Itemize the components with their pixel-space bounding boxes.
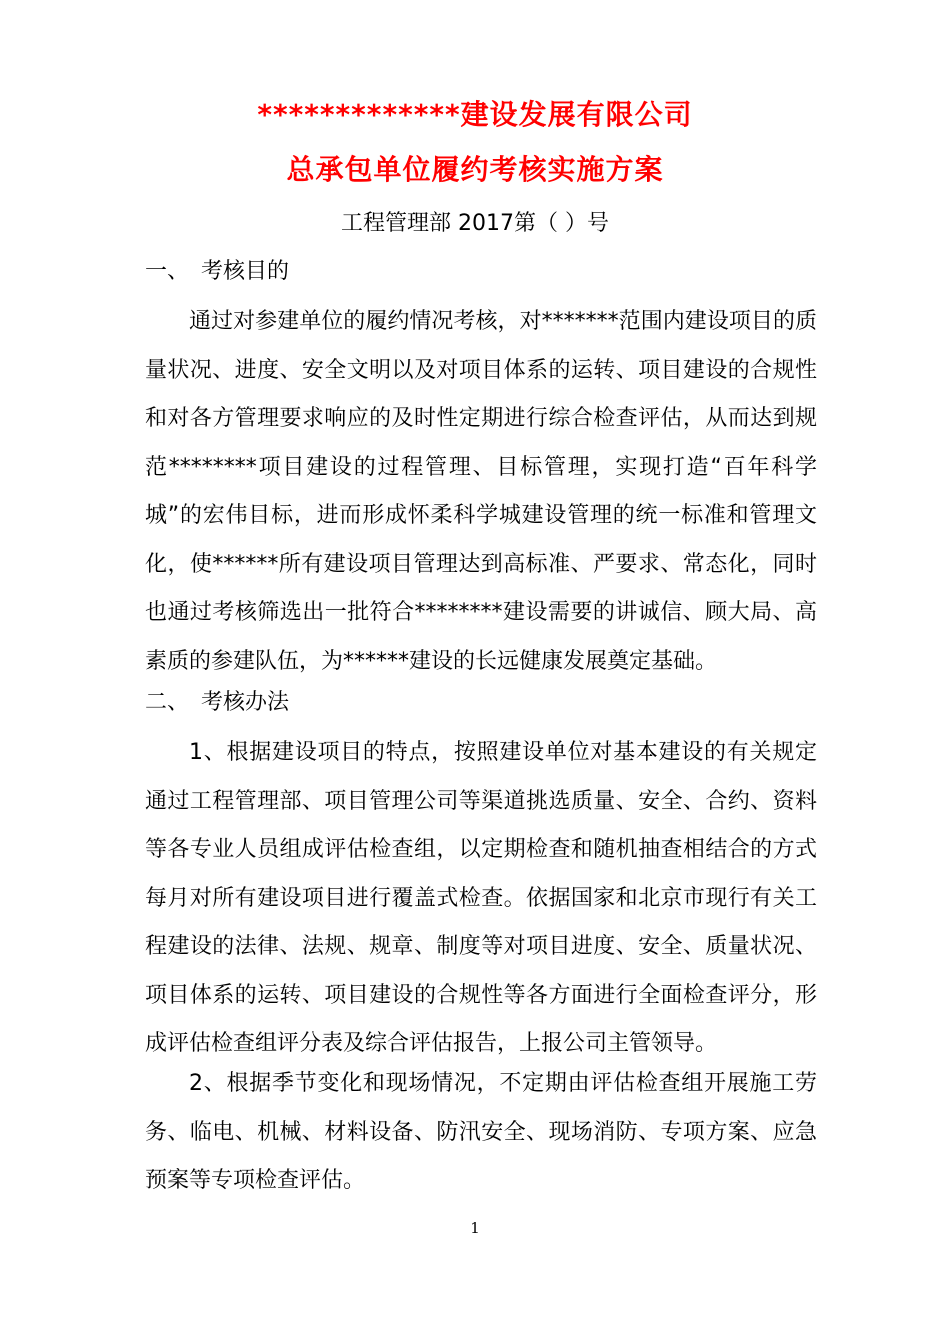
document-number: 工程管理部 2017第（ ）号 bbox=[341, 211, 609, 236]
section-heading-1 bbox=[145, 257, 289, 287]
page-number: 1 bbox=[470, 1219, 480, 1237]
section-heading-text: 考核办法 bbox=[201, 690, 290, 715]
section-2-paragraph-1: 1、根据建设项目的特点，按照建设单位对基本建设的有关规定通过工程管理部、项目管理公司等渠道挑选质量、安全、合约、资料等各专业人员组成评估检查组，以定期检查和随机抽查相结合的方式每月对所有建设项目进行覆盖式检查。依据国家和北京市现行有关工程建设的法律、法规、规章、制度等对项目进度、安全、质量状况、项目体系的运转、项目建设的合规性等各方面进行全面检查评分，形成评估检查组评分表及综合评估报告，上报公司主管领导。 bbox=[145, 740, 817, 1056]
section-heading-text: 考核目的 bbox=[201, 259, 290, 284]
section-heading-2 bbox=[145, 688, 289, 718]
section-2-paragraph-2: 2、根据季节变化和现场情况，不定期由评估检查组开展施工劳务、临电、机械、材料设备、防汛安全、现场消防、专项方案、应急预案等专项检查评估。 bbox=[145, 1071, 817, 1193]
document-title-plan: 总承包单位履约考核实施方案 bbox=[286, 153, 664, 186]
section-1-paragraph: 通过对参建单位的履约情况考核，对*******范围内建设项目的质量状况、进度、安全文明以及对项目体系的运转、项目建设的合规性和对各方管理要求响应的及时性定期进行综合检查评估，从而达到规范********项目建设的过程管理、目标管理，实现打造“百年科学城”的宏伟目标，进而形成怀柔科学城建设管理的统一标准和管理文化，使******所有建设项目管理达到高标准、严要求、常态化，同时也通过考核筛选出一批符合********建设需要的讲诚信、顾大局、高素质的参建队伍，为******建设的长远健康发展奠定基础。 bbox=[145, 309, 817, 674]
section-number: 一、 bbox=[145, 259, 190, 284]
section-number: 二、 bbox=[145, 690, 190, 715]
document-title-company: *************建设发展有限公司 bbox=[257, 98, 693, 131]
